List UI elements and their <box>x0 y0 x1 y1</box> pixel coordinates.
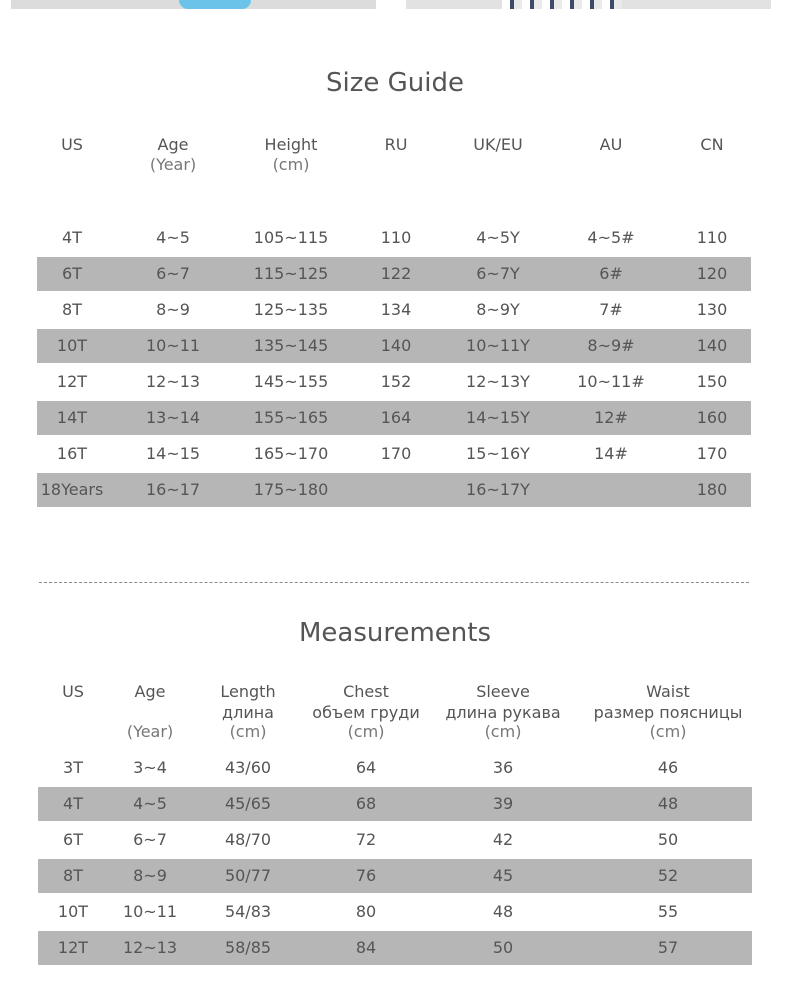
measurements-header-label: Chest <box>343 682 389 701</box>
size-header-label: AU <box>599 135 623 154</box>
measurements-cell: 50 <box>657 830 679 849</box>
measurements-cell: 45/65 <box>224 794 272 813</box>
measurements-cell: 10~11 <box>122 902 178 921</box>
size-cell: 8T <box>62 300 82 319</box>
size-cell: 12~13 <box>145 372 201 391</box>
measurements-header-unit: (cm) <box>649 722 687 741</box>
measurements-header-sub: объем груди <box>312 703 420 722</box>
size-header-label: Age <box>157 135 189 154</box>
size-cell: 175~180 <box>253 480 329 499</box>
size-header-label: RU <box>384 135 408 154</box>
size-header-unit: (Year) <box>149 155 197 174</box>
size-cell: 170 <box>696 444 728 463</box>
measurements-cell: 36 <box>492 758 514 777</box>
size-cell: 12~13Y <box>466 372 530 391</box>
measurements-header-label: US <box>62 682 84 701</box>
measurements-cell: 84 <box>355 938 377 957</box>
size-cell: 170 <box>380 444 412 463</box>
measurements-cell: 6T <box>63 830 83 849</box>
size-cell: 16~17Y <box>466 480 530 499</box>
measurements-cell: 55 <box>657 902 679 921</box>
size-cell: 12# <box>594 408 628 427</box>
size-cell: 14~15Y <box>466 408 530 427</box>
measurements-header-label: Length <box>220 682 276 701</box>
measurements-cell: 10T <box>57 902 89 921</box>
measurements-header-unit: (cm) <box>484 722 522 741</box>
size-header-unit: (cm) <box>272 155 310 174</box>
size-cell: 18Years <box>40 480 104 499</box>
size-cell: 15~16Y <box>466 444 530 463</box>
measurements-cell: 48 <box>657 794 679 813</box>
size-cell: 110 <box>696 228 728 247</box>
size-cell: 110 <box>380 228 412 247</box>
size-cell: 140 <box>380 336 412 355</box>
measurements-cell: 39 <box>492 794 514 813</box>
size-cell: 160 <box>696 408 728 427</box>
size-cell: 6# <box>599 264 623 283</box>
measurements-cell: 48/70 <box>224 830 272 849</box>
product-photo-right <box>406 0 771 9</box>
size-cell: 140 <box>696 336 728 355</box>
measurements-cell: 42 <box>492 830 514 849</box>
size-cell: 120 <box>696 264 728 283</box>
size-cell: 12T <box>56 372 88 391</box>
size-cell: 150 <box>696 372 728 391</box>
size-cell: 16~17 <box>145 480 201 499</box>
measurements-header-unit: (Year) <box>126 722 174 741</box>
section-divider <box>39 582 749 583</box>
size-cell: 4~5 <box>156 228 190 247</box>
measurements-header-label: Sleeve <box>476 682 530 701</box>
size-cell: 7# <box>599 300 623 319</box>
measurements-header-unit: (cm) <box>229 722 267 741</box>
measurements-header-unit: (cm) <box>347 722 385 741</box>
measurements-cell: 52 <box>657 866 679 885</box>
measurements-cell: 72 <box>355 830 377 849</box>
size-cell: 134 <box>380 300 412 319</box>
measurements-cell: 6~7 <box>133 830 167 849</box>
measurements-cell: 76 <box>355 866 377 885</box>
size-cell: 10~11Y <box>466 336 530 355</box>
product-photo-left <box>11 0 376 9</box>
measurements-cell: 68 <box>355 794 377 813</box>
size-cell: 4~5Y <box>476 228 520 247</box>
size-cell: 10T <box>56 336 88 355</box>
size-header-label: UK/EU <box>473 135 523 154</box>
size-row-stripe <box>37 473 751 507</box>
size-guide-title: Size Guide <box>326 68 464 98</box>
measurements-cell: 12T <box>57 938 89 957</box>
size-cell: 10~11# <box>577 372 645 391</box>
size-cell: 122 <box>380 264 412 283</box>
size-cell: 115~125 <box>253 264 329 283</box>
size-cell: 135~145 <box>253 336 329 355</box>
photo-fragment-left <box>179 0 251 9</box>
size-cell: 4~5# <box>587 228 635 247</box>
measurements-header-sub: размер поясницы <box>593 703 743 722</box>
measurements-header-label: Waist <box>646 682 690 701</box>
size-cell: 145~155 <box>253 372 329 391</box>
measurements-cell: 54/83 <box>224 902 272 921</box>
size-cell: 6~7Y <box>476 264 520 283</box>
size-cell: 14# <box>594 444 628 463</box>
size-cell: 180 <box>696 480 728 499</box>
measurements-cell: 48 <box>492 902 514 921</box>
size-cell: 125~135 <box>253 300 329 319</box>
size-cell: 14~15 <box>145 444 201 463</box>
measurements-cell: 8T <box>63 866 83 885</box>
size-cell: 8~9 <box>156 300 190 319</box>
measurements-cell: 57 <box>657 938 679 957</box>
size-cell: 10~11 <box>145 336 201 355</box>
size-header-label: US <box>61 135 83 154</box>
measurements-header-sub: длина рукава <box>445 703 561 722</box>
size-cell: 165~170 <box>253 444 329 463</box>
photo-fragment-right <box>502 0 622 9</box>
measurements-cell: 4~5 <box>133 794 167 813</box>
measurements-cell: 4T <box>63 794 83 813</box>
size-cell: 14T <box>56 408 88 427</box>
size-cell: 6~7 <box>156 264 190 283</box>
measurements-cell: 58/85 <box>224 938 272 957</box>
size-cell: 13~14 <box>145 408 201 427</box>
size-cell: 16T <box>56 444 88 463</box>
size-cell: 105~115 <box>253 228 329 247</box>
size-cell: 6T <box>62 264 82 283</box>
size-cell: 8~9Y <box>476 300 520 319</box>
measurements-cell: 45 <box>492 866 514 885</box>
size-cell: 8~9# <box>587 336 635 355</box>
measurements-cell: 12~13 <box>122 938 178 957</box>
measurements-cell: 43/60 <box>224 758 272 777</box>
measurements-title: Measurements <box>298 618 492 648</box>
measurements-cell: 3T <box>63 758 83 777</box>
measurements-header-sub: длина <box>222 703 274 722</box>
size-cell: 4T <box>62 228 82 247</box>
measurements-cell: 50/77 <box>224 866 272 885</box>
size-cell: 152 <box>380 372 412 391</box>
measurements-cell: 64 <box>355 758 377 777</box>
size-cell: 130 <box>696 300 728 319</box>
measurements-cell: 46 <box>657 758 679 777</box>
size-cell: 164 <box>380 408 412 427</box>
size-cell: 155~165 <box>253 408 329 427</box>
measurements-cell: 8~9 <box>133 866 167 885</box>
measurements-cell: 3~4 <box>133 758 167 777</box>
measurements-cell: 50 <box>492 938 514 957</box>
size-header-label: CN <box>700 135 724 154</box>
measurements-header-label: Age <box>134 682 166 701</box>
measurements-cell: 80 <box>355 902 377 921</box>
size-header-label: Height <box>264 135 318 154</box>
